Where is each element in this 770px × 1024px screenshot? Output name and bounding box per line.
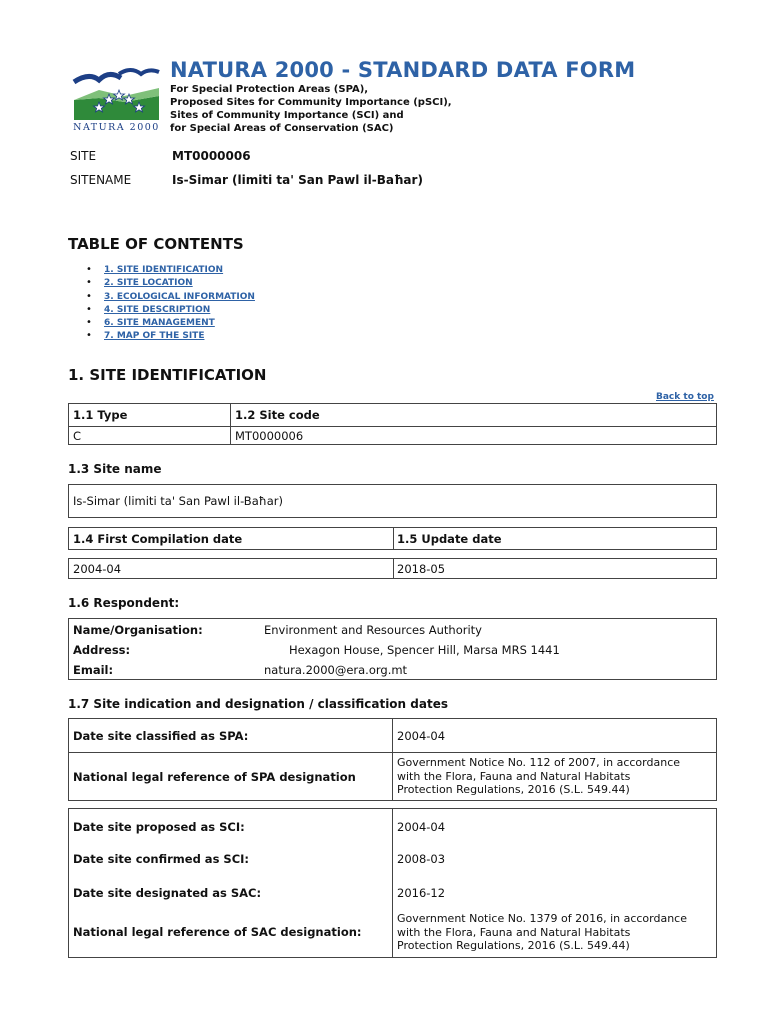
site-name-heading: 1.3 Site name	[68, 462, 162, 476]
toc-item	[86, 290, 255, 303]
respondent-name-value: Environment and Resources Authority	[264, 623, 482, 637]
toc-link-site-identification[interactable]: 1. SITE IDENTIFICATION	[104, 265, 224, 275]
sci-proposed-value: 2004-04	[397, 820, 446, 834]
toc-heading: TABLE OF CONTENTS	[68, 235, 244, 253]
sac-legal-reference-line: Government Notice No. 1379 of 2016, in accordance	[397, 912, 688, 925]
update-date-value: 2018-05	[397, 562, 446, 576]
site-name-box	[68, 484, 717, 518]
site-code-label: 1.2 Site code	[235, 408, 320, 422]
site-label: SITE	[70, 149, 97, 163]
toc-link-site-management[interactable]: 6. SITE MANAGEMENT	[104, 318, 215, 329]
respondent-heading: 1.6 Respondent:	[68, 596, 180, 610]
section-heading: 1. SITE IDENTIFICATION	[68, 366, 267, 384]
site-name-value: Is-Simar (limiti ta' San Pawl il-Baħar)	[73, 494, 283, 508]
toc-item	[86, 276, 255, 289]
subtitle-line: for Special Areas of Conservation (SAC)	[170, 123, 394, 134]
sac-table	[68, 808, 717, 958]
spa-legal-reference-line: Government Notice No. 112 of 2007, in accordance	[397, 756, 681, 769]
site-value: MT0000006	[172, 149, 251, 163]
page-title: NATURA 2000 - STANDARD DATA FORM	[170, 58, 636, 82]
toc-item	[86, 303, 255, 316]
sac-designated-label: Date site designated as SAC:	[73, 886, 262, 900]
first-compilation-value: 2004-04	[73, 562, 122, 576]
sac-designated-value: 2016-12	[397, 886, 446, 900]
respondent-email-value: natura.2000@era.org.mt	[264, 663, 408, 677]
sitename-value: Is-Simar (limiti ta' San Pawl il-Baħar)	[172, 173, 423, 187]
toc-link-map-of-the-site[interactable]: 7. MAP OF THE SITE	[104, 331, 205, 342]
dates-header-row	[68, 527, 717, 550]
toc-item	[86, 263, 255, 276]
logo-text: NATURA 2000	[73, 122, 160, 132]
spa-classified-label: Date site classified as SPA:	[73, 729, 249, 743]
respondent-name-label: Name/Organisation:	[73, 623, 203, 637]
toc-link-site-description[interactable]: 4. SITE DESCRIPTION	[104, 304, 211, 315]
sac-legal-reference-label: National legal reference of SAC designation:	[73, 925, 362, 939]
subtitle-line: Sites of Community Importance (SCI) and	[170, 110, 404, 121]
spa-legal-reference-line: with the Flora, Fauna and Natural Habitats	[397, 770, 631, 783]
back-to-top-link[interactable]: Back to top	[656, 392, 714, 402]
spa-table	[68, 718, 717, 801]
first-compilation-label: 1.4 First Compilation date	[73, 532, 243, 546]
respondent-table	[68, 618, 717, 680]
toc-link-site-location[interactable]: 2. SITE LOCATION	[104, 278, 193, 289]
subtitle-line: Proposed Sites for Community Importance (pSCI),	[170, 97, 452, 108]
sitename-label: SITENAME	[70, 173, 132, 187]
spa-classified-value: 2004-04	[397, 729, 446, 743]
spa-legal-reference-line: Protection Regulations, 2016 (S.L. 549.44)	[397, 783, 630, 796]
type-code-table	[68, 403, 717, 445]
update-date-label: 1.5 Update date	[397, 532, 502, 546]
designation-heading: 1.7 Site indication and designation / classification dates	[68, 697, 448, 711]
toc-item	[86, 316, 255, 329]
sci-confirmed-label: Date site confirmed as SCI:	[73, 852, 250, 866]
toc-item	[86, 329, 255, 342]
dates-value-row	[68, 558, 717, 579]
site-code-value: MT0000006	[235, 429, 304, 443]
sac-legal-reference-line: with the Flora, Fauna and Natural Habitats	[397, 926, 631, 939]
toc-link-ecological-information[interactable]: 3. ECOLOGICAL INFORMATION	[104, 291, 255, 302]
respondent-address-value: Hexagon House, Spencer Hill, Marsa MRS 1441	[289, 643, 560, 657]
type-value: C	[73, 429, 82, 443]
natura-2000-logo	[69, 60, 164, 132]
toc-list	[86, 263, 255, 343]
sci-confirmed-value: 2008-03	[397, 852, 446, 866]
type-label: 1.1 Type	[73, 408, 128, 422]
spa-legal-reference-label: National legal reference of SPA designation	[73, 770, 356, 784]
respondent-email-label: Email:	[73, 663, 114, 677]
respondent-address-label: Address:	[73, 643, 131, 657]
sac-legal-reference-line: Protection Regulations, 2016 (S.L. 549.44)	[397, 939, 630, 952]
subtitle-line: For Special Protection Areas (SPA),	[170, 84, 369, 95]
sci-proposed-label: Date site proposed as SCI:	[73, 820, 245, 834]
